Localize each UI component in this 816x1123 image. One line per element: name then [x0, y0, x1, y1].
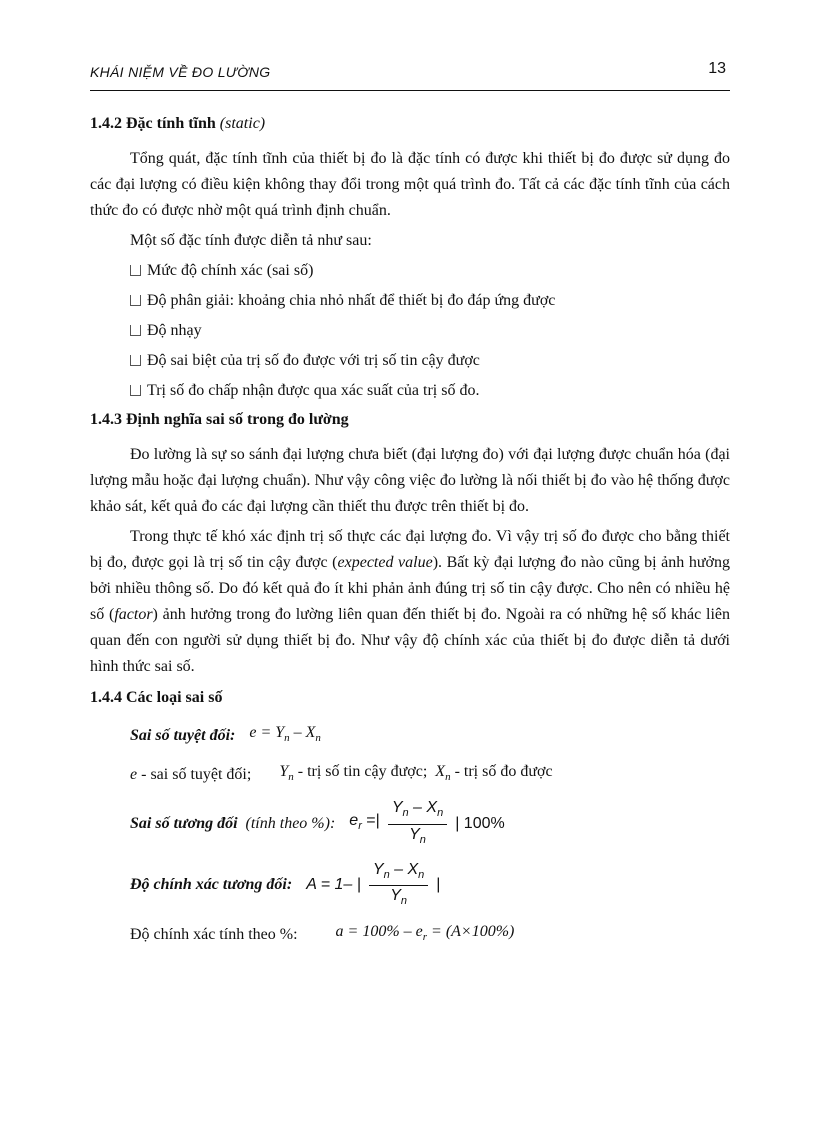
- checkbox-glyph-icon: [130, 325, 141, 336]
- checkbox-glyph-icon: [130, 385, 141, 396]
- checkbox-glyph-icon: [130, 355, 141, 366]
- list-item: Trị số đo chấp nhận được qua xác suất của trị số đo.: [130, 378, 730, 404]
- fraction: $\frac{Y_n - X_n}{Y_n}$: [369, 860, 428, 911]
- checkbox-glyph-icon: [130, 265, 141, 276]
- relative-accuracy-formula: Độ chính xác tương đối: A = 1– | $\frac{Y_n - X_n}{Y_n}$ |: [130, 860, 730, 911]
- paragraph: Đo lường là sự so sánh đại lượng chưa biết (đại lượng đo) với đại lượng được chuẩn hóa (đại lượng mẫu hoặc đại lượng chuẩn). Như vậy công việc đo lường là nối thiết bị đo vào hệ thống được khảo sát, kết quả đo các đại lượng cần thiết thu được trên thiết bị đo.: [90, 446, 730, 515]
- page-number: 13: [708, 60, 726, 77]
- percent-accuracy-formula: Độ chính xác tính theo %: $a = 100\% - e_r = (A\times 100\%)$: [130, 923, 515, 944]
- list-item: Độ phân giải: khoảng chia nhỏ nhất để thiết bị đo đáp ứng được: [130, 288, 730, 314]
- list-item: Mức độ chính xác (sai số): [130, 258, 730, 284]
- paragraph: Tổng quát, đặc tính tĩnh của thiết bị đo là đặc tính có được khi thiết bị đo được sử dụng đo các đại lượng có điều kiện không thay đổi trong một quá trình đo. Tất cả các đặc tính tĩnh của cách thức đo có được nhờ một quá trình định chuẩn.: [90, 150, 730, 219]
- intro-line: Một số đặc tính được diễn tả như sau:: [130, 232, 372, 249]
- absolute-error-formula: Sai số tuyệt đối: $e = Y_n - X_n$: [130, 724, 321, 745]
- list-item: Độ nhạy: [130, 318, 730, 344]
- section-heading-1-4-3: 1.4.3 Định nghĩa sai số trong đo lường: [90, 411, 349, 428]
- running-title: KHÁI NIỆM VỀ ĐO LƯỜNG: [90, 64, 271, 80]
- relative-error-formula: Sai số tương đối (tính theo %): $e_r$ =| $\frac{Y_n - X_n}{Y_n}$ | 100%: [130, 798, 730, 849]
- variable-definitions: e - sai số tuyệt đối; $Y_n$ - trị số tin cậy được; $X_n$ - trị số đo được: [130, 763, 553, 784]
- page-body: [90, 112, 730, 958]
- checkbox-glyph-icon: [130, 295, 141, 306]
- section-heading-1-4-2: 1.4.2 Đặc tính tĩnh (static): [90, 115, 266, 132]
- list-item: Độ sai biệt của trị số đo được với trị số tin cậy được: [130, 348, 730, 374]
- section-heading-1-4-4: 1.4.4 Các loại sai số: [90, 689, 223, 706]
- paragraph: Trong thực tế khó xác định trị số thực các đại lượng đo. Vì vậy trị số đo được cho bằng thiết bị đo, được gọi là trị số tin cậy được (expected value). Bất kỳ đại lượng đo nào cũng bị ảnh hưởng bởi nhiều thông số. Do đó kết quả đo ít khi phản ảnh đúng trị số tin cậy được. Cho nên có nhiều hệ số (factor) ảnh hưởng trong đo lường liên quan đến thiết bị đo. Ngoài ra có những hệ số khác liên quan đến con người sử dụng thiết bị đo. Như vậy độ chính xác của thiết bị đo được diễn tả dưới hình thức sai số.: [90, 528, 730, 675]
- page-header: [90, 62, 730, 91]
- fraction: $\frac{Y_n - X_n}{Y_n}$: [388, 798, 447, 849]
- characteristics-list: [130, 258, 730, 404]
